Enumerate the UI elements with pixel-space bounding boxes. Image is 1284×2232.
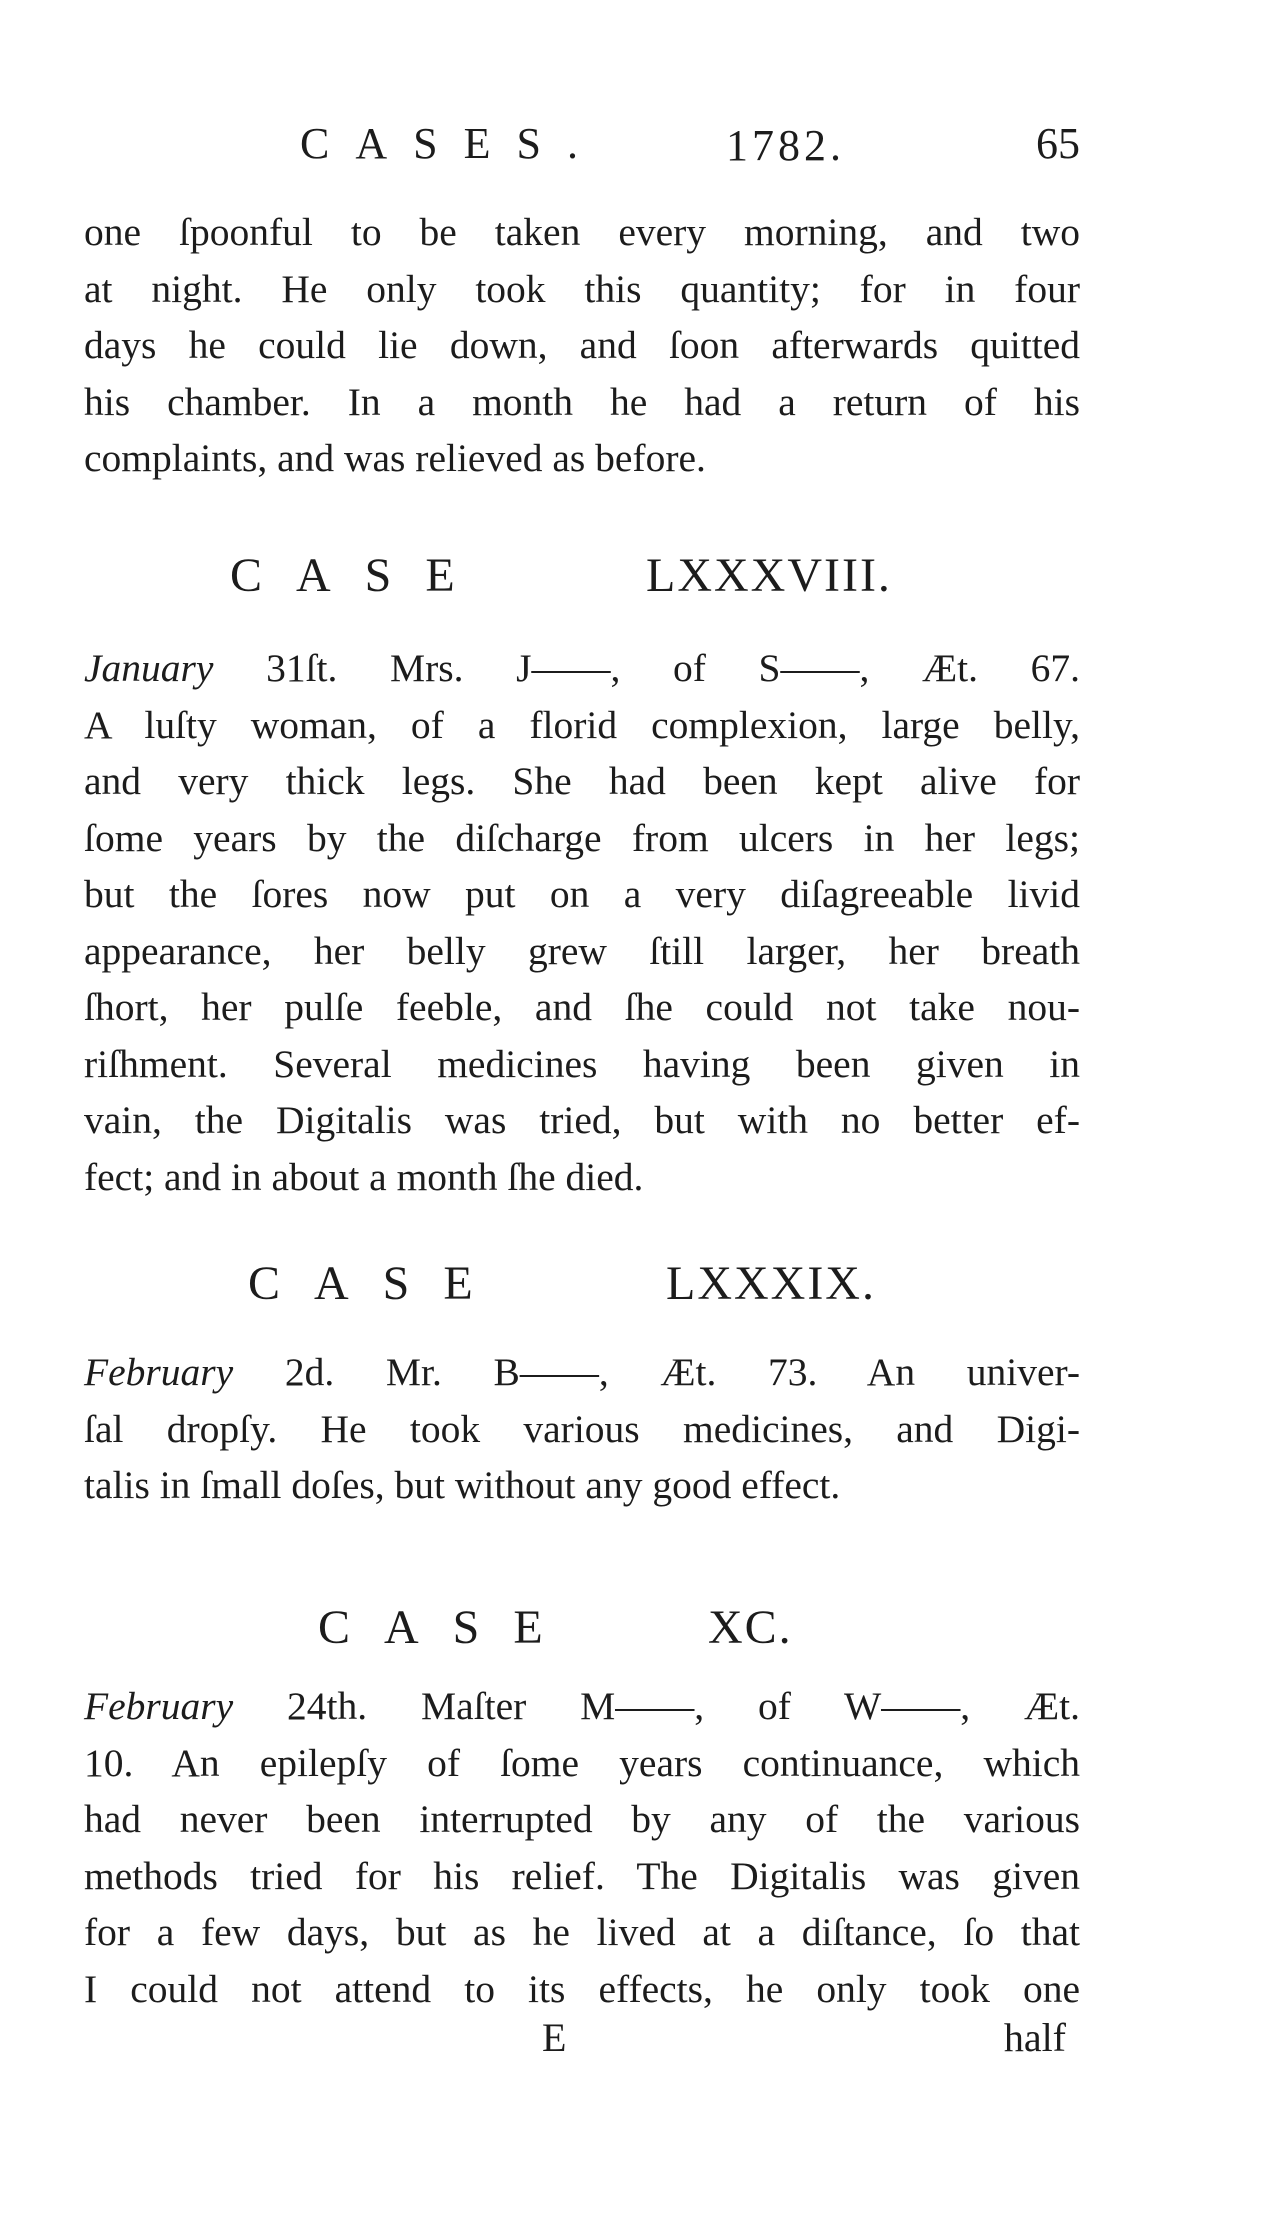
- text-line: ſome years by the diſcharge from ulcers in her legs;: [84, 815, 1080, 860]
- text-line: complaints, and was relieved as before.: [84, 436, 706, 480]
- case-heading-numeral: LXXXVIII.: [646, 549, 892, 602]
- text-line: for a few days, but as he lived at a diſtance, ſo that: [84, 1910, 1080, 1954]
- signature-mark: E: [542, 2015, 567, 2060]
- case-paragraph: [84, 640, 1080, 1205]
- text-line: but the ſores now put on a very diſagreeable livid: [84, 872, 1080, 916]
- case-opening-text: 31ſt. Mrs. J——, of S——, Æt. 67.: [266, 646, 1080, 690]
- case-heading: [84, 1256, 1080, 1320]
- text-line: days he could lie down, and ſoon afterwards quitted: [84, 323, 1080, 367]
- text-line: [84, 1344, 1080, 1401]
- text-line: ſal dropſy. He took various medicines, and Digi-: [84, 1406, 1080, 1451]
- text-line: A luſty woman, of a florid complexion, large belly,: [84, 702, 1080, 747]
- text-line: and very thick legs. She had been kept alive for: [84, 759, 1080, 803]
- case-paragraph: [84, 1678, 1080, 2017]
- case-heading-numeral: LXXXIX.: [666, 1257, 876, 1310]
- text-line: appearance, her belly grew ſtill larger, her breath: [84, 928, 1080, 973]
- case-date: February: [84, 1684, 234, 1728]
- page-footer: [84, 2014, 1080, 2074]
- running-header: [300, 118, 1080, 178]
- text-line: talis in ſmall doſes, but without any good effect.: [84, 1463, 841, 1507]
- case-date: January: [84, 646, 214, 690]
- case-opening-text: 24th. Maſter M——, of W——, Æt.: [287, 1684, 1081, 1728]
- text-line: his chamber. In a month he had a return of his: [84, 379, 1080, 424]
- text-line: ſhort, her pulſe feeble, and ſhe could not take nou-: [84, 985, 1080, 1029]
- case-heading: [84, 1600, 1080, 1664]
- catchword: half: [1003, 2015, 1066, 2060]
- text-line: [84, 1678, 1080, 1735]
- header-year: 1782.: [726, 121, 845, 170]
- case-date: February: [84, 1350, 234, 1394]
- text-line: fect; and in about a month ſhe died.: [84, 1154, 644, 1199]
- text-line: had never been interrupted by any of the various: [84, 1797, 1080, 1841]
- case-heading-word: CASE: [230, 549, 489, 602]
- text-line: at night. He only took this quantity; for in four: [84, 266, 1080, 311]
- intro-paragraph: [84, 204, 1080, 487]
- text-line: I could not attend to its effects, he only took one: [84, 1966, 1080, 2011]
- case-paragraph: [84, 1344, 1080, 1514]
- case-heading: [84, 548, 1080, 612]
- case-heading-word: CASE: [248, 1257, 507, 1310]
- text-line: methods tried for his relief. The Digitalis was given: [84, 1853, 1080, 1898]
- case-heading-word: CASE: [318, 1601, 577, 1654]
- text-line: riſhment. Several medicines having been given in: [84, 1041, 1080, 1086]
- text-line: 10. An epilepſy of ſome years continuance, which: [84, 1740, 1080, 1785]
- text-line: vain, the Digitalis was tried, but with no better ef-: [84, 1098, 1080, 1142]
- page-number: 65: [1036, 119, 1080, 168]
- text-line: [84, 640, 1080, 697]
- running-title: CASES.: [300, 119, 604, 168]
- case-opening-text: 2d. Mr. B——, Æt. 73. An univer-: [284, 1350, 1080, 1394]
- case-heading-numeral: XC.: [708, 1601, 793, 1654]
- text-line: one ſpoonful to be taken every morning, and two: [84, 210, 1080, 254]
